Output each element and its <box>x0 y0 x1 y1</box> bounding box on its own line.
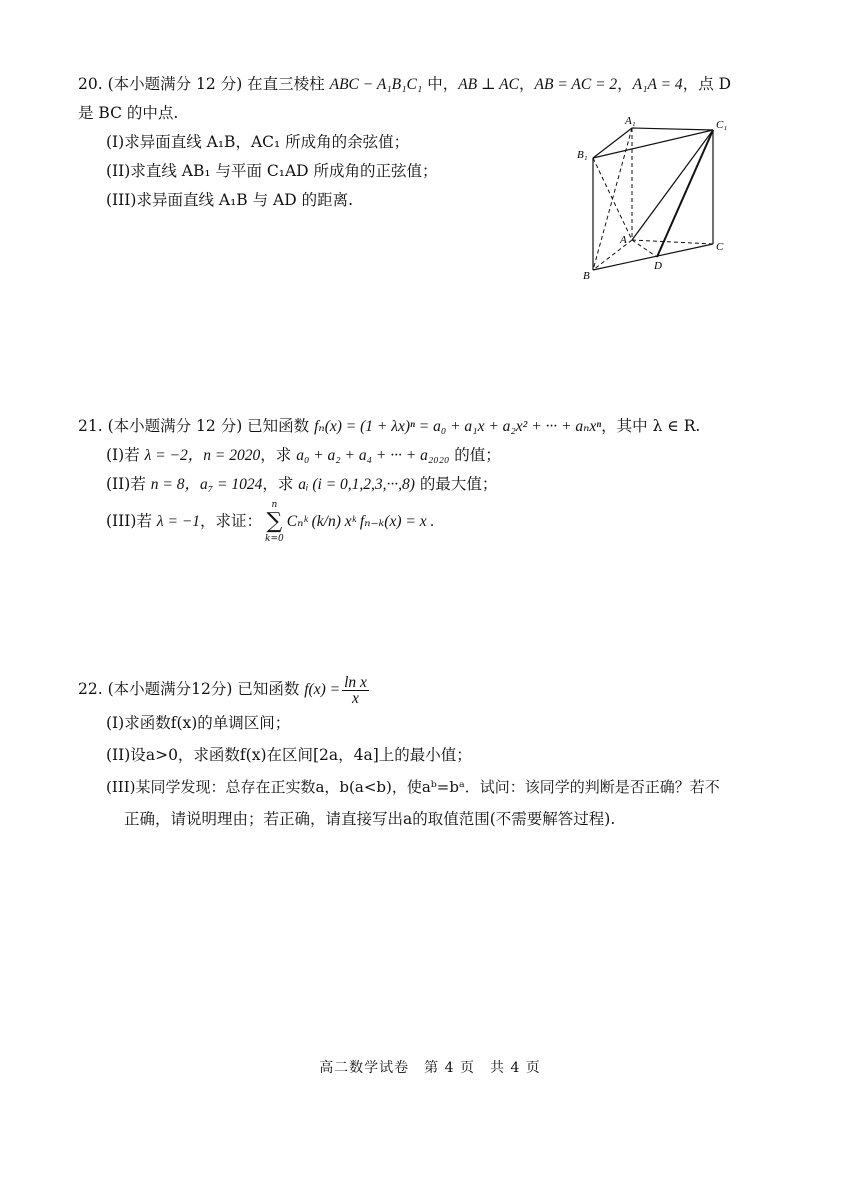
q22-part2: (II)设a>0，求函数f(x)在区间[2a，4a]上的最小值； <box>106 746 472 764</box>
q20-line2: 是 BC 的中点. <box>78 104 179 122</box>
sum-lower: k=0 <box>265 534 284 544</box>
q21-part2 <box>78 470 798 499</box>
q21-part2-end: 的最大值； <box>414 475 498 493</box>
q22-part3-line1: (III)某同学发现：总存在正实数a，b(a<b)，使aᵇ=bᵃ．试问：该同学的判断是否正确？若不 <box>106 778 720 796</box>
q21-part1 <box>78 441 798 470</box>
q21-part2-expr: aᵢ (i = 0,1,2,3,···,8) <box>298 476 415 493</box>
q20-cond2: AB = AC = 2 <box>534 76 618 93</box>
q21-part1-prefix: (I)若 <box>106 446 145 464</box>
edge-a1c1 <box>632 128 713 130</box>
q21-part1-end: 的值； <box>449 446 501 464</box>
q21-part3-prefix: (III)若 <box>106 512 157 530</box>
q20-line1 <box>78 70 798 99</box>
q20-header: 20. (本小题满分 12 分) 在直三棱柱 <box>78 75 330 93</box>
label-b: B <box>583 270 590 282</box>
frac-denominator: x <box>352 689 359 707</box>
q21-header: 21. (本小题满分 12 分) 已知函数 <box>78 417 315 435</box>
q20-cond3: A₁A = 4 <box>632 76 683 93</box>
q20-sep2: ， <box>617 75 633 93</box>
edge-ac <box>632 240 713 244</box>
q20-prism: ABC − A₁B₁C₁ <box>329 76 423 93</box>
q21-part2-mid: ，求 <box>262 475 299 493</box>
q21-line1 <box>78 412 798 441</box>
edge-bc <box>593 244 713 270</box>
page-footer: 高二数学试卷 第 4 页 共 4 页 <box>319 1060 541 1076</box>
summation-sign <box>265 499 284 545</box>
q22-line1 <box>78 672 798 707</box>
frac-numerator: ln x <box>344 673 367 691</box>
q21-part2-prefix: (II)若 <box>106 475 151 493</box>
q21-part3-expr: Cₙᵏ (k/n) xᵏ fₙ₋ₖ(x) = x . <box>286 513 435 530</box>
q21-function: fₙ(x) = (1 + λx)ⁿ = a₀ + a₁x + a₂x² + ··· + aₙxⁿ <box>314 418 602 435</box>
question-22 <box>78 672 798 835</box>
q21-part2-cond: n = 8，a₇ = 1024 <box>150 476 263 493</box>
q21-part1-mid: ，求 <box>260 446 297 464</box>
q20-part1: (I)求异面直线 A₁B，AC₁ 所成角的余弦值； <box>106 133 410 151</box>
q22-fraction <box>342 675 369 706</box>
q22-part1: (I)求函数f(x)的单调区间； <box>106 714 291 732</box>
q22-part3-line2: 正确，请说明理由；若正确，请直接写出a的取值范围(不需要解答过程). <box>124 810 616 828</box>
q21-part3-cond: λ = −1 <box>156 513 201 530</box>
q21-part3 <box>78 499 798 545</box>
q21-line1-end: ，其中 λ ∈ R. <box>601 417 701 435</box>
q22-header: 22. (本小题满分12分) 已知函数 <box>78 680 305 698</box>
q21-part1-expr: a₀ + a₂ + a₄ + ··· + a₂₀₂₀ <box>296 447 450 464</box>
q21-part3-mid: ，求证： <box>200 512 263 530</box>
segment-ab1 <box>593 158 632 240</box>
prism-figure <box>575 112 735 282</box>
label-b1: B₁ <box>577 149 588 161</box>
segment-ad <box>632 240 657 257</box>
label-a: A <box>620 234 627 246</box>
q20-line1-end: ，点 D <box>682 75 732 93</box>
q21-part1-cond: λ = −2，n = 2020 <box>144 447 261 464</box>
sum-upper: n <box>271 500 278 510</box>
label-a1: A₁ <box>625 115 636 127</box>
sigma-icon: ∑ <box>266 509 283 534</box>
q20-part2: (II)求直线 AB₁ 与平面 C₁AD 所成角的正弦值； <box>106 162 438 180</box>
q20-cond1: AB ⊥ AC <box>458 76 519 93</box>
label-d: D <box>654 260 662 272</box>
q20-sep1: ， <box>519 75 535 93</box>
label-c1: C₁ <box>716 119 728 131</box>
q22-func-lhs: f(x) = <box>304 681 341 698</box>
segment-c1d <box>657 130 713 257</box>
q20-mid: 中， <box>422 75 459 93</box>
label-c: C <box>716 241 724 253</box>
q20-part3: (III)求异面直线 A₁B 与 AD 的距离. <box>106 191 354 209</box>
question-21 <box>78 412 798 545</box>
